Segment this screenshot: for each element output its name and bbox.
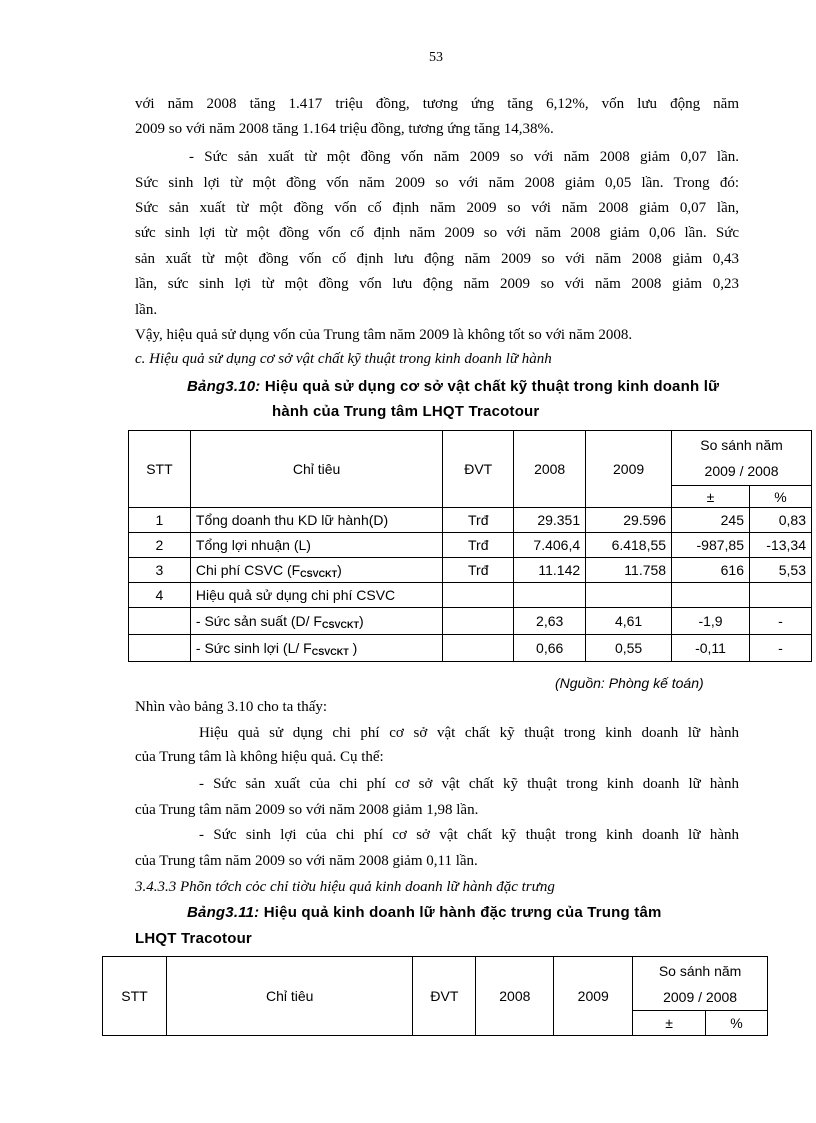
cell-pct: -	[749, 635, 811, 662]
section-heading: 3.4.3.3 Phõn tớch cỏc chỉ tiờu hiệu quả kinh doanh lữ hành đặc trưng	[135, 879, 555, 895]
paragraph-line: - Sức sinh lợi của chi phí cơ sở vật chất kỹ thuật trong kinh doanh lữ hành	[199, 827, 739, 843]
cell-2008: 2,63	[514, 608, 586, 635]
table-row	[129, 608, 812, 635]
cell-stt	[129, 608, 191, 635]
cell-2009: 11.758	[586, 558, 672, 583]
label-subscript: CSVCKT	[321, 619, 359, 630]
cell-stt: 1	[129, 508, 191, 533]
cell-2008: 7.406,4	[514, 533, 586, 558]
table-header-row	[103, 957, 768, 1011]
header-compare-l1: So sánh năm	[700, 437, 783, 453]
paragraph-line: - Sức sản xuất từ một đồng vốn năm 2009 so với năm 2008 giảm 0,07 lần.	[189, 149, 739, 165]
header-dvt: ĐVT	[443, 431, 514, 508]
cell-stt	[129, 635, 191, 662]
paragraph-line: sản xuất từ một đồng vốn cố định lưu động năm 2009 so với năm 2008 giảm 0,43	[135, 251, 739, 267]
label-end: )	[337, 561, 342, 578]
header-stt: STT	[129, 431, 191, 508]
paragraph-line: Hiệu quả sử dụng chi phí cơ sở vật chất kỹ thuật trong kinh doanh lữ hành	[199, 725, 739, 741]
caption-label: Bảng3.11:	[187, 904, 260, 921]
caption-text: Hiệu quả sử dụng cơ sở vật chất kỹ thuật trong kinh doanh lữ	[260, 378, 720, 395]
paragraph-line: lần, sức sinh lợi từ một đồng vốn lưu động năm 2009 so với năm 2008 giảm 0,23	[135, 276, 739, 292]
header-stt: STT	[103, 957, 167, 1036]
cell-dvt	[443, 583, 514, 608]
table-caption-line2: LHQT Tracotour	[135, 930, 252, 947]
paragraph-line: của Trung tâm năm 2009 so với năm 2008 giảm 1,98 lần.	[135, 802, 479, 818]
header-dvt: ĐVT	[413, 957, 476, 1036]
label-text: - Sức sản suất (D/ F	[195, 612, 322, 629]
caption-text: Hiệu quả kinh doanh lữ hành đặc trưng của Trung tâm	[259, 904, 662, 921]
cell-pct: -	[749, 608, 811, 635]
paragraph-line: - Sức sản xuất của chi phí cơ sở vật chất kỹ thuật trong kinh doanh lữ hành	[199, 776, 739, 792]
cell-2008	[514, 583, 586, 608]
header-chi-tieu: Chỉ tiêu	[166, 957, 413, 1036]
header-percent: %	[749, 486, 811, 508]
cell-dvt	[443, 608, 514, 635]
cell-2008: 11.142	[514, 558, 586, 583]
paragraph-line: Nhìn vào bảng 3.10 cho ta thấy:	[135, 699, 328, 715]
label-text: - Sức sinh lợi (L/ F	[195, 639, 312, 656]
table-row	[129, 635, 812, 662]
cell-dvt: Trđ	[443, 508, 514, 533]
cell-2008: 29.351	[514, 508, 586, 533]
cell-pct: -13,34	[749, 533, 811, 558]
table-csvc-efficiency	[128, 430, 812, 662]
table-source: (Nguồn: Phòng kế toán)	[555, 675, 704, 691]
header-2009: 2009	[554, 957, 633, 1036]
paragraph-line: sức sinh lợi từ một đồng vốn cố định năm 2009 so với năm 2008 giảm 0,06 lần. Sức	[135, 225, 739, 241]
cell-2009: 4,61	[586, 608, 672, 635]
cell-label: Hiệu quả sử dụng chi phí CSVC	[190, 583, 442, 608]
label-end: )	[359, 612, 364, 629]
cell-diff: -1,9	[672, 608, 750, 635]
cell-pct: 5,53	[749, 558, 811, 583]
header-2008: 2008	[476, 957, 554, 1036]
cell-2009: 29.596	[586, 508, 672, 533]
table-caption	[187, 378, 719, 395]
table-characteristic-efficiency	[102, 956, 768, 1036]
paragraph-line: của Trung tâm năm 2009 so với năm 2008 giảm 0,11 lần.	[135, 853, 478, 869]
cell-stt: 3	[129, 558, 191, 583]
header-compare-l2: 2009 / 2008	[704, 463, 779, 479]
table-row	[129, 533, 812, 558]
cell-label: Tổng doanh thu KD lữ hành(D)	[190, 508, 442, 533]
caption-label: Bảng3.10:	[187, 378, 261, 395]
paragraph-line: 2009 so với năm 2008 tăng 1.164 triệu đồng, tương ứng tăng 14,38%.	[135, 121, 554, 137]
section-heading: c. Hiệu quả sử dụng cơ sở vật chất kỹ thuật trong kinh doanh lữ hành	[135, 351, 552, 367]
cell-2009: 0,55	[586, 635, 672, 662]
header-compare	[633, 957, 768, 1011]
table-caption	[187, 904, 662, 921]
header-compare	[672, 431, 812, 486]
cell-dvt: Trđ	[443, 558, 514, 583]
table-caption-line2: hành của Trung tâm LHQT Tracotour	[272, 403, 540, 420]
paragraph-line: với năm 2008 tăng 1.417 triệu đồng, tương ứng tăng 6,12%, vốn lưu động năm	[135, 96, 739, 112]
cell-diff: 245	[672, 508, 750, 533]
header-compare-l1: So sánh năm	[658, 962, 742, 979]
cell-stt: 4	[129, 583, 191, 608]
paragraph-line: Sức sản xuất từ một đồng vốn cố định năm 2009 so với năm 2008 giảm 0,07 lần,	[135, 200, 739, 216]
header-compare-l2: 2009 / 2008	[663, 988, 738, 1005]
header-plus-minus: ±	[633, 1011, 706, 1036]
cell-pct	[749, 583, 811, 608]
paragraph-line: lần.	[135, 302, 158, 318]
cell-diff: 616	[672, 558, 750, 583]
table-header-row	[129, 431, 812, 486]
paragraph-line: của Trung tâm là không hiệu quả. Cụ thể:	[135, 749, 384, 765]
cell-label	[190, 608, 442, 635]
cell-diff: -0,11	[672, 635, 750, 662]
cell-diff	[672, 583, 750, 608]
cell-2008: 0,66	[514, 635, 586, 662]
table-row	[129, 508, 812, 533]
label-subscript: CSVCKT	[300, 568, 338, 579]
cell-label: Tổng lợi nhuận (L)	[190, 533, 442, 558]
cell-2009	[586, 583, 672, 608]
paragraph-line: Sức sinh lợi từ một đồng vốn năm 2009 so với năm 2008 giảm 0,05 lần. Trong đó:	[135, 175, 739, 191]
label-text: Chi phí CSVC (F	[195, 561, 301, 578]
page-number: 53	[429, 50, 443, 65]
table-row	[129, 558, 812, 583]
table-row	[129, 583, 812, 608]
cell-dvt: Trđ	[443, 533, 514, 558]
header-plus-minus: ±	[672, 486, 750, 508]
cell-label	[190, 558, 442, 583]
cell-label	[190, 635, 442, 662]
cell-2009: 6.418,55	[586, 533, 672, 558]
cell-dvt	[443, 635, 514, 662]
label-end: )	[348, 639, 358, 656]
cell-pct: 0,83	[749, 508, 811, 533]
header-percent: %	[706, 1011, 768, 1036]
cell-stt: 2	[129, 533, 191, 558]
header-chi-tieu: Chỉ tiêu	[190, 431, 442, 508]
header-2009: 2009	[586, 431, 672, 508]
conclusion-line: Vậy, hiệu quả sử dụng vốn của Trung tâm năm 2009 là không tốt so với năm 2008.	[135, 327, 633, 343]
header-2008: 2008	[514, 431, 586, 508]
label-subscript: CSVCKT	[311, 646, 349, 657]
cell-diff: -987,85	[672, 533, 750, 558]
